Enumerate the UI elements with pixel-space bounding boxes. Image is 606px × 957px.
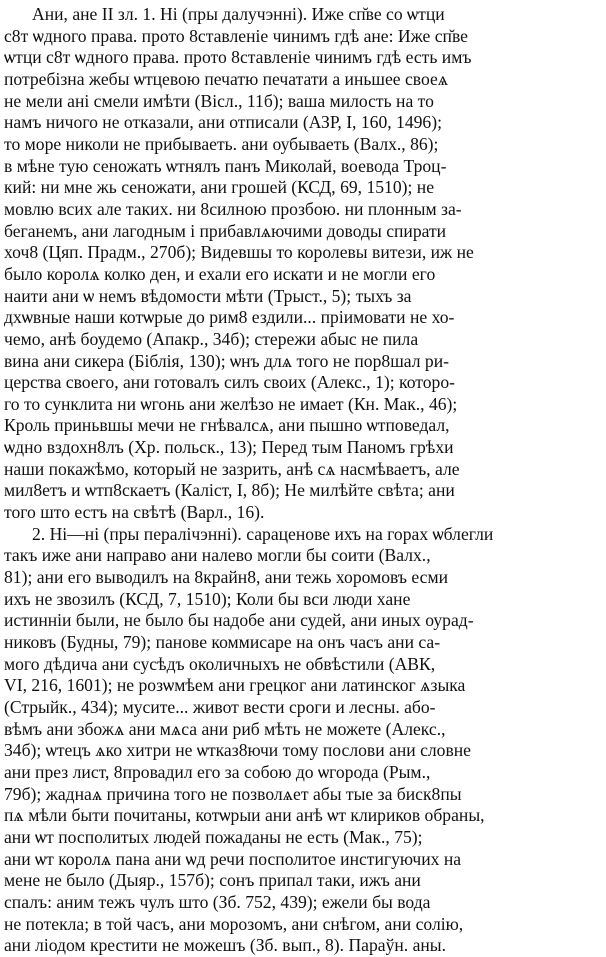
entry-text-line: кий: ни мне жь сеножати, ани грошей (КСД, 69, 1510); не (4, 177, 435, 198)
entry-text-line: 79б); жаднаѧ причина того не позволѧет абы тые за биск8пы (4, 783, 462, 804)
entry-text-line: спалъ: аним тежъ чулъ што (Зб. 752, 439); ежели бы вода (4, 891, 431, 912)
entry-text-line: ихъ не звозилъ (КСД, 7, 1510); Коли бы вси люди хане (4, 588, 411, 609)
entry-text-line: никовъ (Будны, 79); панове коммисаре на онъ часъ ани са- (4, 632, 441, 653)
entry-text-line: было королѧ колко ден, и ехали его искати и не могли его (4, 263, 436, 284)
entry-text-line: в мѣне тую сеножать ѡтнялъ панъ Миколай, воевода Троц- (4, 155, 447, 176)
entry-text-line: VI, 216, 1601); не розѡмѣем ани грецког ани латинског ѧзыка (4, 675, 466, 696)
entry-text-line: такъ иже ани направо ани налево могли бы соити (Валх., (4, 545, 431, 566)
entry-text-line: чемо, анѣ боудемо (Апакр., 34б); стережи абыс не пила (4, 328, 419, 349)
entry-text-line: ани ліодом крестити не можешъ (Зб. вып., 8). Параўн. аны. (4, 935, 447, 956)
entry-text-line: не мели ані смели имѣти (Вісл., 11б); ваша милость на то (4, 90, 434, 111)
entry-text-line: беганемъ, ани лагодным і прибавлѧючими доводы спирати (4, 220, 447, 241)
entry-text-line: мовлю всих але таких. ни 8силною прозбою. ни плонным за- (4, 198, 462, 219)
entry-text-line: Ани, ане II зл. 1. Ні (пры далучэнні). Иже сп̆ве со ѡтци (32, 4, 445, 24)
entry-text-line: ани ѡт посполитых людей пожаданы не есть (Мак., 75); (4, 826, 423, 847)
entry-text-line: вина ани сикера (Біблія, 130); ѡнъ длѧ того не пор8шал ри- (4, 350, 449, 371)
entry-text-line: намъ ничого не отказали, ани отписали (АЗР, І, 160, 1496); (4, 112, 442, 133)
entry-text-line: ани през лист, 8провадил его за собою до ѡгорода (Рым., (4, 761, 431, 782)
entry-text-line: хоч8 (Цяп. Прадм., 270б); Видевшы то королевы витези, иж не (4, 242, 474, 263)
entry-text-line: 2. Ні—ні (пры пералічэнні). сараценове ихъ на горах ѡблегли (32, 523, 494, 544)
entry-text-line: то море николи не прибываеть. ани оубываеть (Валх., 86); (4, 133, 439, 154)
entry-text-line: наши покажѣмо, который не зазрить, анѣ сѧ насмѣваетъ, але (4, 458, 460, 479)
entry-text-line: церства своего, ани готовалъ силъ своих (Алекс., 1); которо- (4, 372, 455, 393)
entry-text-line: мил8етъ и ѡтп8скаетъ (Каліст, І, 8б); Не милѣйте свѣта; ани (4, 480, 455, 501)
entry-text-line: истинніи были, не было бы надобе ани судей, ани иных оурад- (4, 610, 474, 631)
entry-text-line: Кроль приньвшы мечи не гнѣвалсѧ, ани пышно ѡтповедал, (4, 415, 450, 436)
entry-text-line: с8т ѡдного права. прото 8ставленіе чинимъ гдѣ ане: Иже сп̆ве (4, 25, 468, 46)
entry-text-line: наити ани ѡ немъ вѣдомости мѣти (Трыст., 5); тыхъ за (4, 285, 412, 306)
entry-text-line: потребізна жебы ѡтцевою печатю печатати а иньшее своеѧ (4, 68, 449, 89)
entry-text-line: (Стрыйк., 434); мусите... живот вести сроги и лесны. або- (4, 697, 436, 717)
entry-text-line: 81); ани его выводилъ на 8крайн8, ани тежь хоромовъ есми (4, 567, 449, 588)
entry-text-line: дхѡвные наши котѡрые до рим8 ездили... пріимовати не хо- (4, 307, 455, 328)
entry-text-line: того што естъ на свѣтѣ (Варл., 16). (4, 502, 265, 523)
dictionary-entry-ani (4, 4, 598, 957)
entry-text-line: ѡдно вздохн8лъ (Хр. польск., 13); Перед тым Паномъ грѣхи (4, 437, 454, 458)
entry-text-line: ѡтци с8т ѡдного права. прото 8ставленіе чинимъ гдѣ есть имъ (4, 47, 472, 68)
entry-text-line: мене не было (Дыяр., 157б); сонъ припал таки, ижъ ани (4, 870, 421, 891)
entry-text-line: мого дѣдича ани сусѣдъ околичныхъ не обвѣстили (АВК, (4, 653, 436, 674)
entry-text-line: ани ѡт королѧ пана ани ѡд речи посполитое инстигуючих на (4, 848, 462, 869)
entry-text-line: 34б); ѡтецъ ѧко хитри не ѡтказ8ючи тому послови ани словне (4, 740, 471, 761)
entry-text-line: го то сунклита ни ѡгонь ани желѣзо не имает (Кн. Мак., 46); (4, 393, 458, 414)
entry-text-line: пѧ мѣли быти почитаны, котѡрыи ани анѣ ѡт клириков обраны, (4, 805, 485, 826)
entry-text-line: вѣмъ ани збожѧ ани мѧса ани риб мѣть не можете (Алекс., (4, 718, 446, 739)
entry-text-line: не потекла; в той часъ, ани морозомъ, ани снѣгом, ани солію, (4, 913, 464, 934)
